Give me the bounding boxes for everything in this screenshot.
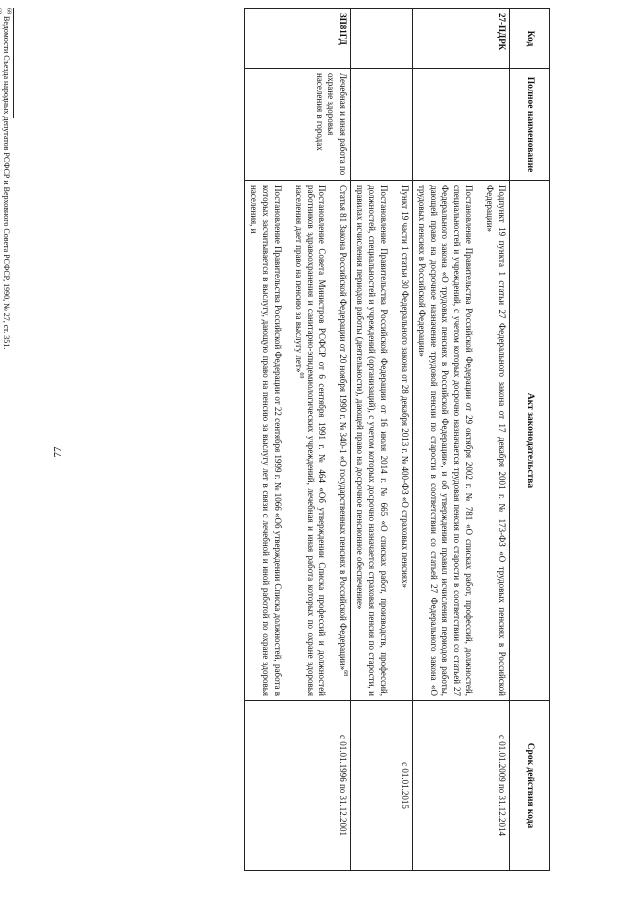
table-row [351, 9, 413, 871]
footnote-ref: 68 [342, 670, 349, 677]
footnote-text: Ведомости Съезда народных депутатов РСФСР и Верховного Совета РСФСР, 1990, № 27, ст. 351. [2, 16, 11, 350]
page-number: 77 [52, 446, 64, 458]
act-paragraph [483, 185, 507, 696]
footnote-text [0, 16, 1, 325]
footnote-mark: 68 [5, 8, 12, 14]
header-full-name: Полное наименование [510, 69, 550, 181]
row-acts [412, 181, 509, 701]
header-act: Акт законодательства [510, 181, 550, 701]
footnote-separator [13, 8, 14, 118]
footnote-ref: 69 [297, 372, 304, 379]
act-text: Постановление Правительства Российской Федерации от 22 сентября 1999 г. № 1066 «Об утверждении Списка должностей, работа в которых засчитывается в выслугу, дающую право на пенсию за выслугу лет в связи с лечебной и иной работой по охране здоровья населения, и [249, 185, 283, 696]
act-paragraph [398, 185, 410, 696]
row-code: 27-ПДРК [412, 9, 509, 69]
act-paragraph [337, 185, 349, 696]
act-paragraph [292, 185, 328, 696]
row-full-name: Лечебная и иная работа по охране здоровья населения в городах [245, 69, 351, 181]
footnotes [0, 8, 14, 358]
act-text: Постановление Совета Министров РСФСР от 6 сентября 1991 г. № 464 «Об утверждении Списка профессий и должностей работников здравоохранения и санитарно-эпидемиологических учреждений, лечебная и иная работа которых по охране здоровья населения дает право на пенсию за выслугу лет» [293, 185, 328, 696]
row-code [351, 9, 413, 69]
act-text: Пункт 19 части 1 статьи 30 Федерального закона от 28 декабря 2013 г. № 400-ФЗ «О страховых пенсиях» [399, 185, 410, 588]
row-full-name [351, 69, 413, 181]
act-text: Постановление Правительства Российской Федерации от 29 октября 2002 г. № 781 «О списках работ, профессий, должностей, специальностей и учреждений, с учетом которых досрочно назначается трудовая пенсия по старости в соответствии со статьей 27 Федерального закона «О трудовых пенсиях в Российской Федерации», и об утверждении правил исчисления периодов работы, дающей право на досрочное назначение трудовой пенсии по старости в соответствии со статьей 27 Федерального закона «О трудовых пенсиях в Российской Федерации» [416, 185, 475, 696]
row-term: с 01.01.1996 по 31.12.2001 [245, 701, 351, 871]
row-code: ЗП81ГД [245, 9, 351, 69]
act-paragraph [353, 185, 389, 696]
footnote-item [0, 8, 1, 358]
codes-table [244, 8, 550, 871]
act-text: Постановление Правительства Российской Федерации от 16 июля 2014 г. № 665 «О списках работ, производств, профессий, должностей, специальностей и учреждений (организаций), с учетом которых досрочно назначается страховая пенсия по старости, и правилах исчисления периодов работы (деятельности), дающей право на досрочное пенсионное обеспечение» [355, 185, 389, 696]
act-paragraph [415, 185, 474, 696]
row-acts [245, 181, 351, 701]
row-acts [351, 181, 413, 701]
footnote-item [1, 8, 11, 358]
table-row [245, 9, 351, 871]
act-paragraph [247, 185, 283, 696]
act-text: Подпункт 19 пункта 1 статьи 27 Федерального закона от 17 декабря 2001 г. № 173-ФЗ «О трудовых пенсиях в Российской Федерации» [485, 185, 507, 696]
header-term: Срок действия кода [510, 701, 550, 871]
row-full-name [412, 69, 509, 181]
table-header-row [510, 9, 550, 871]
header-code: Код [510, 9, 550, 69]
footnote-mark [0, 8, 2, 14]
table-row [412, 9, 509, 871]
row-term: с 01.01.2015 [351, 701, 413, 871]
row-term: с 01.01.2009 по 31.12.2014 [412, 701, 509, 871]
act-text: Статья 81 Закона Российской Федерации от 20 ноября 1990 г. № 340-1 «О государственных пенсиях в Российской Федерации» [338, 185, 349, 671]
